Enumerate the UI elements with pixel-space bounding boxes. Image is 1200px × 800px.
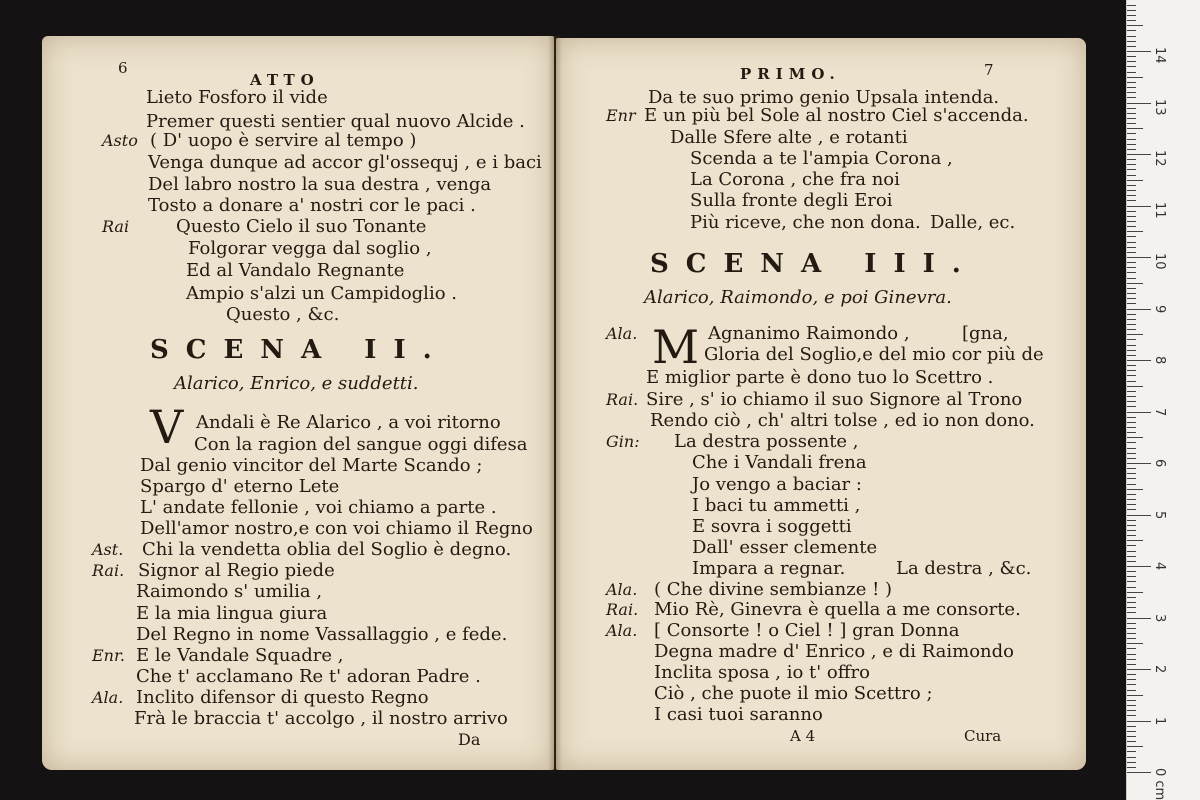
ruler-tick <box>1127 309 1151 310</box>
ruler-tick <box>1127 484 1136 485</box>
ruler-tick <box>1127 746 1143 747</box>
ruler-tick <box>1127 216 1136 217</box>
ruler-tick <box>1127 576 1136 577</box>
verse-text: [ Consorte ! o Ciel ! ] gran Donna <box>654 620 960 641</box>
verse-text: [gna, <box>962 323 1009 344</box>
ruler-tick <box>1127 643 1143 644</box>
ruler-tick <box>1127 133 1136 134</box>
verse-text: Ampio s'alzi un Campidoglio . <box>186 283 457 304</box>
verse-text: Premer questi sentier qual nuovo Alcide . <box>146 111 525 132</box>
ruler-tick <box>1127 242 1136 243</box>
ruler-tick <box>1127 401 1136 402</box>
ruler-label: 3 <box>1152 613 1167 622</box>
verse-text: I baci tu ammetti , <box>692 495 861 516</box>
speaker-label: Asto <box>102 131 138 150</box>
ruler-tick <box>1127 339 1136 340</box>
ruler-label: 0 cm <box>1152 768 1167 800</box>
ruler-tick <box>1127 422 1136 423</box>
ruler-tick <box>1127 293 1136 294</box>
speaker-label: Ala. <box>92 688 124 707</box>
verse-text: E la mia lingua giura <box>136 603 328 624</box>
ruler-tick <box>1127 169 1136 170</box>
scene-cast: Alarico, Raimondo, e poi Ginevra. <box>644 287 952 308</box>
ruler-tick <box>1127 61 1136 62</box>
ruler-tick <box>1127 772 1151 773</box>
ruler-tick <box>1127 721 1151 722</box>
ruler-tick <box>1127 494 1136 495</box>
ruler-tick <box>1127 669 1151 670</box>
ruler-tick <box>1127 499 1136 500</box>
ruler-tick <box>1127 272 1136 273</box>
ruler-tick <box>1127 30 1136 31</box>
verse-text: Che i Vandali frena <box>692 452 867 473</box>
ruler-tick <box>1127 139 1136 140</box>
verse-text: Scenda a te l'ampia Corona , <box>690 148 953 169</box>
ruler-label: 12 <box>1152 150 1167 167</box>
speaker-label: Enr. <box>92 646 125 665</box>
ruler-tick <box>1127 345 1136 346</box>
verse-text: Mio Rè, Ginevra è quella a me consorte. <box>654 599 1021 620</box>
verse-text: Sire , s' io chiamo il suo Signore al Trono <box>646 389 1023 410</box>
ruler-tick <box>1127 5 1136 6</box>
drop-cap: V <box>150 400 184 454</box>
verse-text: Gloria del Soglio,e del mio cor più de <box>704 344 1044 365</box>
verse-text: Agnanimo Raimondo , <box>708 323 910 344</box>
ruler-tick <box>1127 319 1136 320</box>
ruler-tick <box>1127 515 1151 516</box>
verse-text: Del Regno in nome Vassallaggio , e fede. <box>136 624 508 645</box>
ruler-tick <box>1127 654 1136 655</box>
ruler-tick <box>1127 736 1136 737</box>
ruler-tick <box>1127 396 1136 397</box>
left-page-number: 6 <box>118 59 128 77</box>
ruler-tick <box>1127 545 1136 546</box>
ruler-tick <box>1127 195 1136 196</box>
ruler-tick <box>1127 659 1136 660</box>
ruler-tick <box>1127 628 1136 629</box>
ruler-tick <box>1127 540 1143 541</box>
ruler-tick <box>1127 365 1136 366</box>
verse-text: Questo , &c. <box>226 304 340 325</box>
ruler-label: 1 <box>1152 716 1167 725</box>
ruler-tick <box>1127 705 1136 706</box>
ruler-tick <box>1127 432 1136 433</box>
ruler-tick <box>1127 20 1136 21</box>
ruler-tick <box>1127 427 1136 428</box>
verse-text: Inclito difensor di questo Regno <box>136 687 429 708</box>
ruler-tick <box>1127 56 1136 57</box>
ruler-label: 14 <box>1152 47 1167 64</box>
verse-text: La destra possente , <box>674 431 859 452</box>
ruler-tick <box>1127 128 1143 129</box>
ruler-tick <box>1127 767 1136 768</box>
ruler-tick <box>1127 751 1136 752</box>
ruler-tick <box>1127 581 1136 582</box>
ruler-tick <box>1127 391 1136 392</box>
verse-text: I casi tuoi saranno <box>654 704 823 725</box>
ruler-label: 11 <box>1152 201 1167 219</box>
ruler-tick <box>1127 355 1136 356</box>
ruler-tick <box>1127 468 1136 469</box>
verse-text: ( Che divine sembianze ! ) <box>654 579 893 600</box>
scene-title: SCENA II. <box>150 335 449 365</box>
verse-text: Tosto a donare a' nostri cor le paci . <box>148 195 476 216</box>
verse-text: La destra , &c. <box>896 558 1032 579</box>
ruler-tick <box>1127 190 1136 191</box>
ruler-tick <box>1127 175 1136 176</box>
ruler-tick <box>1127 303 1136 304</box>
ruler-tick <box>1127 602 1136 603</box>
ruler-tick <box>1127 633 1136 634</box>
verse-text: Ciò , che puote il mio Scettro ; <box>654 683 933 704</box>
speaker-label: Gin: <box>606 432 640 451</box>
ruler-tick <box>1127 41 1136 42</box>
verse-text: Inclita sposa , io t' offro <box>654 662 870 683</box>
verse-text: E un più bel Sole al nostro Ciel s'accenda. <box>644 105 1029 126</box>
ruler-tick <box>1127 314 1136 315</box>
ruler-tick <box>1127 370 1136 371</box>
verse-text: Ed al Vandalo Regnante <box>186 260 405 281</box>
verse-text: Jo vengo a baciar : <box>692 474 862 495</box>
ruler-tick <box>1127 757 1136 758</box>
ruler-tick <box>1127 463 1151 464</box>
ruler-tick <box>1127 623 1136 624</box>
ruler-label: 8 <box>1152 356 1167 365</box>
ruler-tick <box>1127 612 1136 613</box>
verse-text: Signor al Regio piede <box>138 560 335 581</box>
ruler-tick <box>1127 638 1136 639</box>
speaker-label: Ast. <box>92 540 124 559</box>
ruler-tick <box>1127 185 1136 186</box>
ruler-tick <box>1127 587 1136 588</box>
ruler-tick <box>1127 36 1136 37</box>
verse-text: Con la ragion del sangue oggi difesa <box>194 434 528 455</box>
right-page-number: 7 <box>984 61 994 79</box>
ruler-tick <box>1127 113 1136 114</box>
ruler-tick <box>1127 164 1136 165</box>
ruler-tick <box>1127 257 1151 258</box>
ruler-tick <box>1127 206 1151 207</box>
ruler-tick <box>1127 149 1136 150</box>
ruler-tick <box>1127 437 1143 438</box>
ruler-tick <box>1127 731 1136 732</box>
ruler-label: 5 <box>1152 510 1167 519</box>
ruler-tick <box>1127 674 1136 675</box>
ruler-label: 7 <box>1152 407 1167 416</box>
verse-text: Andali è Re Alarico , a voi ritorno <box>196 412 501 433</box>
speaker-label: Rai. <box>606 600 639 619</box>
ruler-tick <box>1127 504 1136 505</box>
speaker-label: Enr <box>606 106 636 125</box>
speaker-label: Rai. <box>606 390 639 409</box>
ruler-tick <box>1127 97 1136 98</box>
ruler-tick <box>1127 442 1136 443</box>
ruler-tick <box>1127 10 1136 11</box>
ruler-tick <box>1127 715 1136 716</box>
scene-cast: Alarico, Enrico, e suddetti. <box>174 373 419 394</box>
ruler-tick <box>1127 144 1136 145</box>
ruler-tick <box>1127 108 1136 109</box>
ruler-tick <box>1127 324 1136 325</box>
ruler-tick <box>1127 566 1151 567</box>
ruler-tick <box>1127 350 1136 351</box>
ruler-tick <box>1127 87 1136 88</box>
ruler-tick <box>1127 679 1136 680</box>
ruler-tick <box>1127 607 1136 608</box>
ruler-tick <box>1127 551 1136 552</box>
ruler-tick <box>1127 200 1136 201</box>
ruler-tick <box>1127 51 1151 52</box>
verse-text: Da te suo primo genio Upsala intenda. <box>648 87 1000 108</box>
ruler-label: 9 <box>1152 304 1167 313</box>
verse-text: Del labro nostro la sua destra , venga <box>148 174 492 195</box>
catchword: Da <box>458 730 481 749</box>
ruler-tick <box>1127 267 1136 268</box>
verse-text: Lieto Fosforo il vide <box>146 87 328 108</box>
ruler-tick <box>1127 700 1136 701</box>
verse-text: La Corona , che fra noi <box>690 169 900 190</box>
signature-mark: A 4 <box>790 727 816 745</box>
ruler-tick <box>1127 412 1151 413</box>
ruler-tick <box>1127 535 1136 536</box>
ruler-tick <box>1127 417 1136 418</box>
ruler-tick <box>1127 211 1136 212</box>
catchword: Cura <box>964 727 1002 745</box>
drop-cap: M <box>652 320 700 374</box>
ruler-tick <box>1127 530 1136 531</box>
verse-text: Dalle Sfere alte , e rotanti <box>670 127 908 148</box>
ruler-tick <box>1127 226 1136 227</box>
ruler-tick <box>1127 597 1136 598</box>
ruler-tick <box>1127 72 1136 73</box>
ruler-tick <box>1127 478 1136 479</box>
ruler-tick <box>1127 648 1136 649</box>
verse-text: Dall' esser clemente <box>692 537 878 558</box>
ruler-tick <box>1127 283 1143 284</box>
verse-text: E miglior parte è dono tuo lo Scettro . <box>646 367 994 388</box>
ruler-tick <box>1127 695 1143 696</box>
ruler-tick <box>1127 278 1136 279</box>
verse-text: Che t' acclamano Re t' adoran Padre . <box>136 666 481 687</box>
ruler-tick <box>1127 247 1136 248</box>
verse-text: ( D' uopo è servire al tempo ) <box>150 130 417 151</box>
measurement-ruler <box>1126 0 1200 800</box>
ruler-tick <box>1127 92 1136 93</box>
ruler-tick <box>1127 741 1136 742</box>
ruler-tick <box>1127 118 1136 119</box>
verse-text: Questo Cielo il suo Tonante <box>176 216 427 237</box>
verse-text: Degna madre d' Enrico , e di Raimondo <box>654 641 1015 662</box>
ruler-tick <box>1127 154 1151 155</box>
ruler-tick <box>1127 123 1136 124</box>
ruler-tick <box>1127 298 1136 299</box>
ruler-tick <box>1127 525 1136 526</box>
verse-text: Frà le braccia t' accolgo , il nostro arrivo <box>134 708 508 729</box>
ruler-tick <box>1127 726 1136 727</box>
ruler-tick <box>1127 66 1136 67</box>
ruler-tick <box>1127 252 1136 253</box>
verse-text: E sovra i soggetti <box>692 516 852 537</box>
ruler-tick <box>1127 159 1136 160</box>
verse-text: L' andate fellonie , voi chiamo a parte . <box>140 497 497 518</box>
ruler-tick <box>1127 664 1136 665</box>
verse-text: Spargo d' eterno Lete <box>140 476 340 497</box>
ruler-tick <box>1127 509 1136 510</box>
ruler-tick <box>1127 386 1143 387</box>
scene-title: SCENA III. <box>650 249 978 279</box>
ruler-tick <box>1127 710 1136 711</box>
ruler-label: 4 <box>1152 562 1167 571</box>
ruler-tick <box>1127 592 1143 593</box>
book-gutter <box>548 36 562 770</box>
right-running-head: PRIMO. <box>740 65 841 83</box>
ruler-tick <box>1127 381 1136 382</box>
ruler-tick <box>1127 406 1136 407</box>
ruler-tick <box>1127 288 1136 289</box>
ruler-tick <box>1127 77 1143 78</box>
ruler-tick <box>1127 221 1136 222</box>
ruler-tick <box>1127 231 1143 232</box>
verse-text: Impara a regnar. <box>692 558 846 579</box>
ruler-label: 2 <box>1152 665 1167 674</box>
verse-text: Chi la vendetta oblia del Soglio è degno. <box>142 539 512 560</box>
ruler-tick <box>1127 448 1136 449</box>
ruler-tick <box>1127 15 1136 16</box>
ruler-tick <box>1127 262 1136 263</box>
ruler-tick <box>1127 46 1136 47</box>
left-running-head: ATTO <box>250 71 320 89</box>
speaker-label: Ala. <box>606 580 638 599</box>
verse-text: Folgorar vegga dal soglio , <box>188 238 432 259</box>
ruler-tick <box>1127 236 1136 237</box>
ruler-label: 6 <box>1152 459 1167 468</box>
speaker-label: Rai <box>102 217 130 236</box>
ruler-tick <box>1127 684 1136 685</box>
speaker-label: Rai. <box>92 561 125 580</box>
ruler-tick <box>1127 180 1143 181</box>
ruler-label: 10 <box>1152 253 1167 270</box>
ruler-tick <box>1127 329 1136 330</box>
ruler-tick <box>1127 520 1136 521</box>
ruler-label: 13 <box>1152 98 1167 116</box>
ruler-tick <box>1127 489 1143 490</box>
ruler-tick <box>1127 690 1136 691</box>
ruler-tick <box>1127 375 1136 376</box>
speaker-label: Ala. <box>606 324 638 343</box>
verse-text: Sulla fronte degli Eroi <box>690 190 893 211</box>
ruler-tick <box>1127 762 1136 763</box>
ruler-tick <box>1127 458 1136 459</box>
verse-text: Più riceve, che non dona. <box>690 212 921 233</box>
ruler-tick <box>1127 334 1143 335</box>
ruler-tick <box>1127 453 1136 454</box>
verse-text: Raimondo s' umilia , <box>136 581 323 602</box>
ruler-tick <box>1127 561 1136 562</box>
verse-text: Dell'amor nostro,e con voi chiamo il Regno <box>140 518 533 539</box>
ruler-tick <box>1127 360 1151 361</box>
verse-text: Dalle, ec. <box>930 212 1016 233</box>
ruler-tick <box>1127 556 1136 557</box>
ruler-tick <box>1127 82 1136 83</box>
ruler-tick <box>1127 571 1136 572</box>
verse-text: Dal genio vincitor del Marte Scando ; <box>140 455 483 476</box>
verse-text: Venga dunque ad accor gl'ossequj , e i baci <box>148 152 542 173</box>
ruler-tick <box>1127 618 1151 619</box>
speaker-label: Ala. <box>606 621 638 640</box>
verse-text: Rendo ciò , ch' altri tolse , ed io non dono. <box>650 410 1035 431</box>
ruler-tick <box>1127 473 1136 474</box>
verse-text: E le Vandale Squadre , <box>136 645 344 666</box>
ruler-tick <box>1127 103 1151 104</box>
ruler-tick <box>1127 25 1143 26</box>
